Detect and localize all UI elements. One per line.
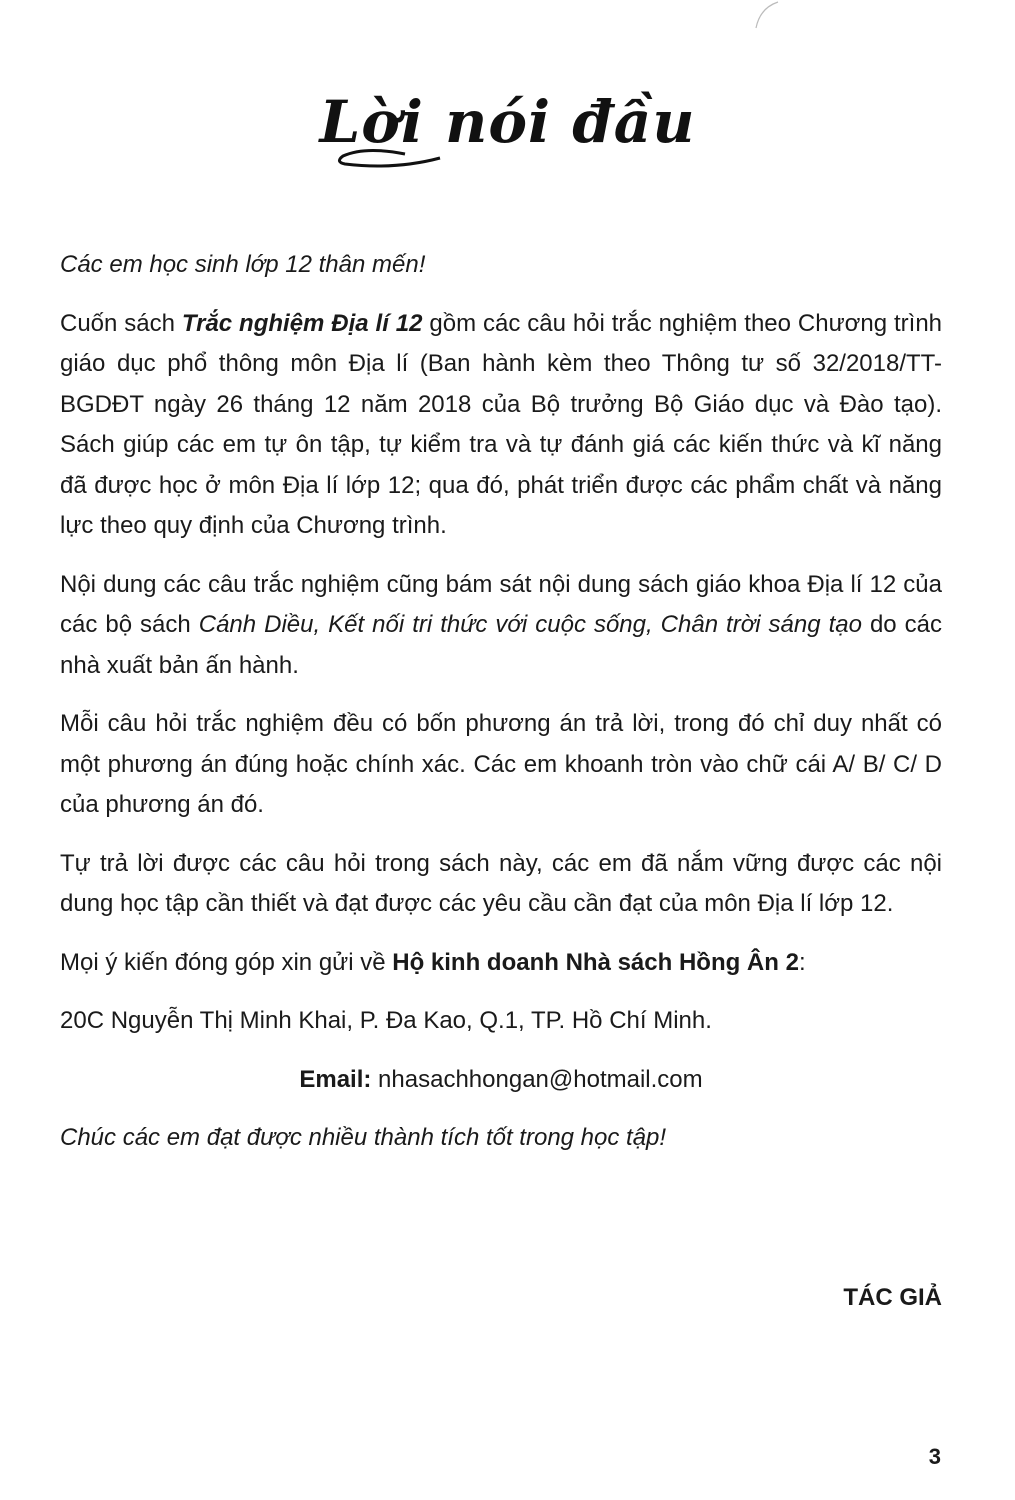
paragraph-outcome: Tự trả lời được các câu hỏi trong sách này, các em đã nắm vững được các nội dung học tập cần thiết và đạt được các yêu cầu cần đạt của môn Địa lí lớp 12. [60, 849, 942, 917]
paragraph-questions: Mỗi câu hỏi trắc nghiệm đều có bốn phương án trả lời, trong đó chỉ duy nhất có một phương án đúng hoặc chính xác. Các em khoanh tròn vào chữ cái A/ B/ C/ D của phương án đó. [60, 710, 942, 818]
paragraph-book-intro [60, 304, 942, 547]
greeting: Các em học sinh lớp 12 thân mến! [60, 251, 426, 278]
paragraph-content [60, 565, 942, 687]
contact-line [60, 943, 942, 984]
publisher-name: Hộ kinh doanh Nhà sách Hồng Ân 2 [392, 948, 799, 976]
text: Nội dung các câu trắc nghiệm cũng bám sát nội dung sách giáo khoa Địa lí 12 của các bộ sách [60, 570, 942, 638]
email-line [60, 1060, 942, 1101]
text: Cuốn sách [60, 309, 182, 337]
page-title: Lời nói đầu [319, 88, 696, 156]
email-label: Email: [299, 1065, 372, 1093]
address: 20C Nguyễn Thị Minh Khai, P. Đa Kao, Q.1, TP. Hồ Chí Minh. [60, 1007, 712, 1034]
text: : [798, 948, 806, 976]
preface-body [60, 245, 942, 1177]
book-series: Cánh Diều, Kết nối tri thức với cuộc sống, Chân trời sáng tạo [198, 611, 862, 638]
book-title: Trắc nghiệm Địa lí 12 [181, 309, 423, 337]
scan-mark [748, 0, 788, 30]
text: Mọi ý kiến đóng góp xin gửi về [60, 948, 393, 976]
author-signature: TÁC GIẢ [843, 1284, 942, 1311]
email-address: nhasachhongan@hotmail.com [371, 1065, 703, 1093]
closing-wish: Chúc các em đạt được nhiều thành tích tốt trong học tập! [60, 1124, 667, 1151]
page-number: 3 [928, 1444, 941, 1469]
text: do các nhà xuất bản ấn hành. [60, 611, 942, 679]
text: gồm các câu hỏi trắc nghiệm theo Chương trình giáo dục phổ thông môn Địa lí (Ban hành kèm theo Thông tư số 32/2018/TT-BGDĐT ngày 26 tháng 12 năm 2018 của Bộ trưởng Bộ Giáo dục và Đào tạo). Sách giúp các em tự ôn tập, tự kiểm tra và tự đánh giá các kiến thức và kĩ năng đã được học ở môn Địa lí lớp 12; qua đó, phát triển được các phẩm chất và năng lực theo quy định của Chương trình. [60, 309, 943, 539]
